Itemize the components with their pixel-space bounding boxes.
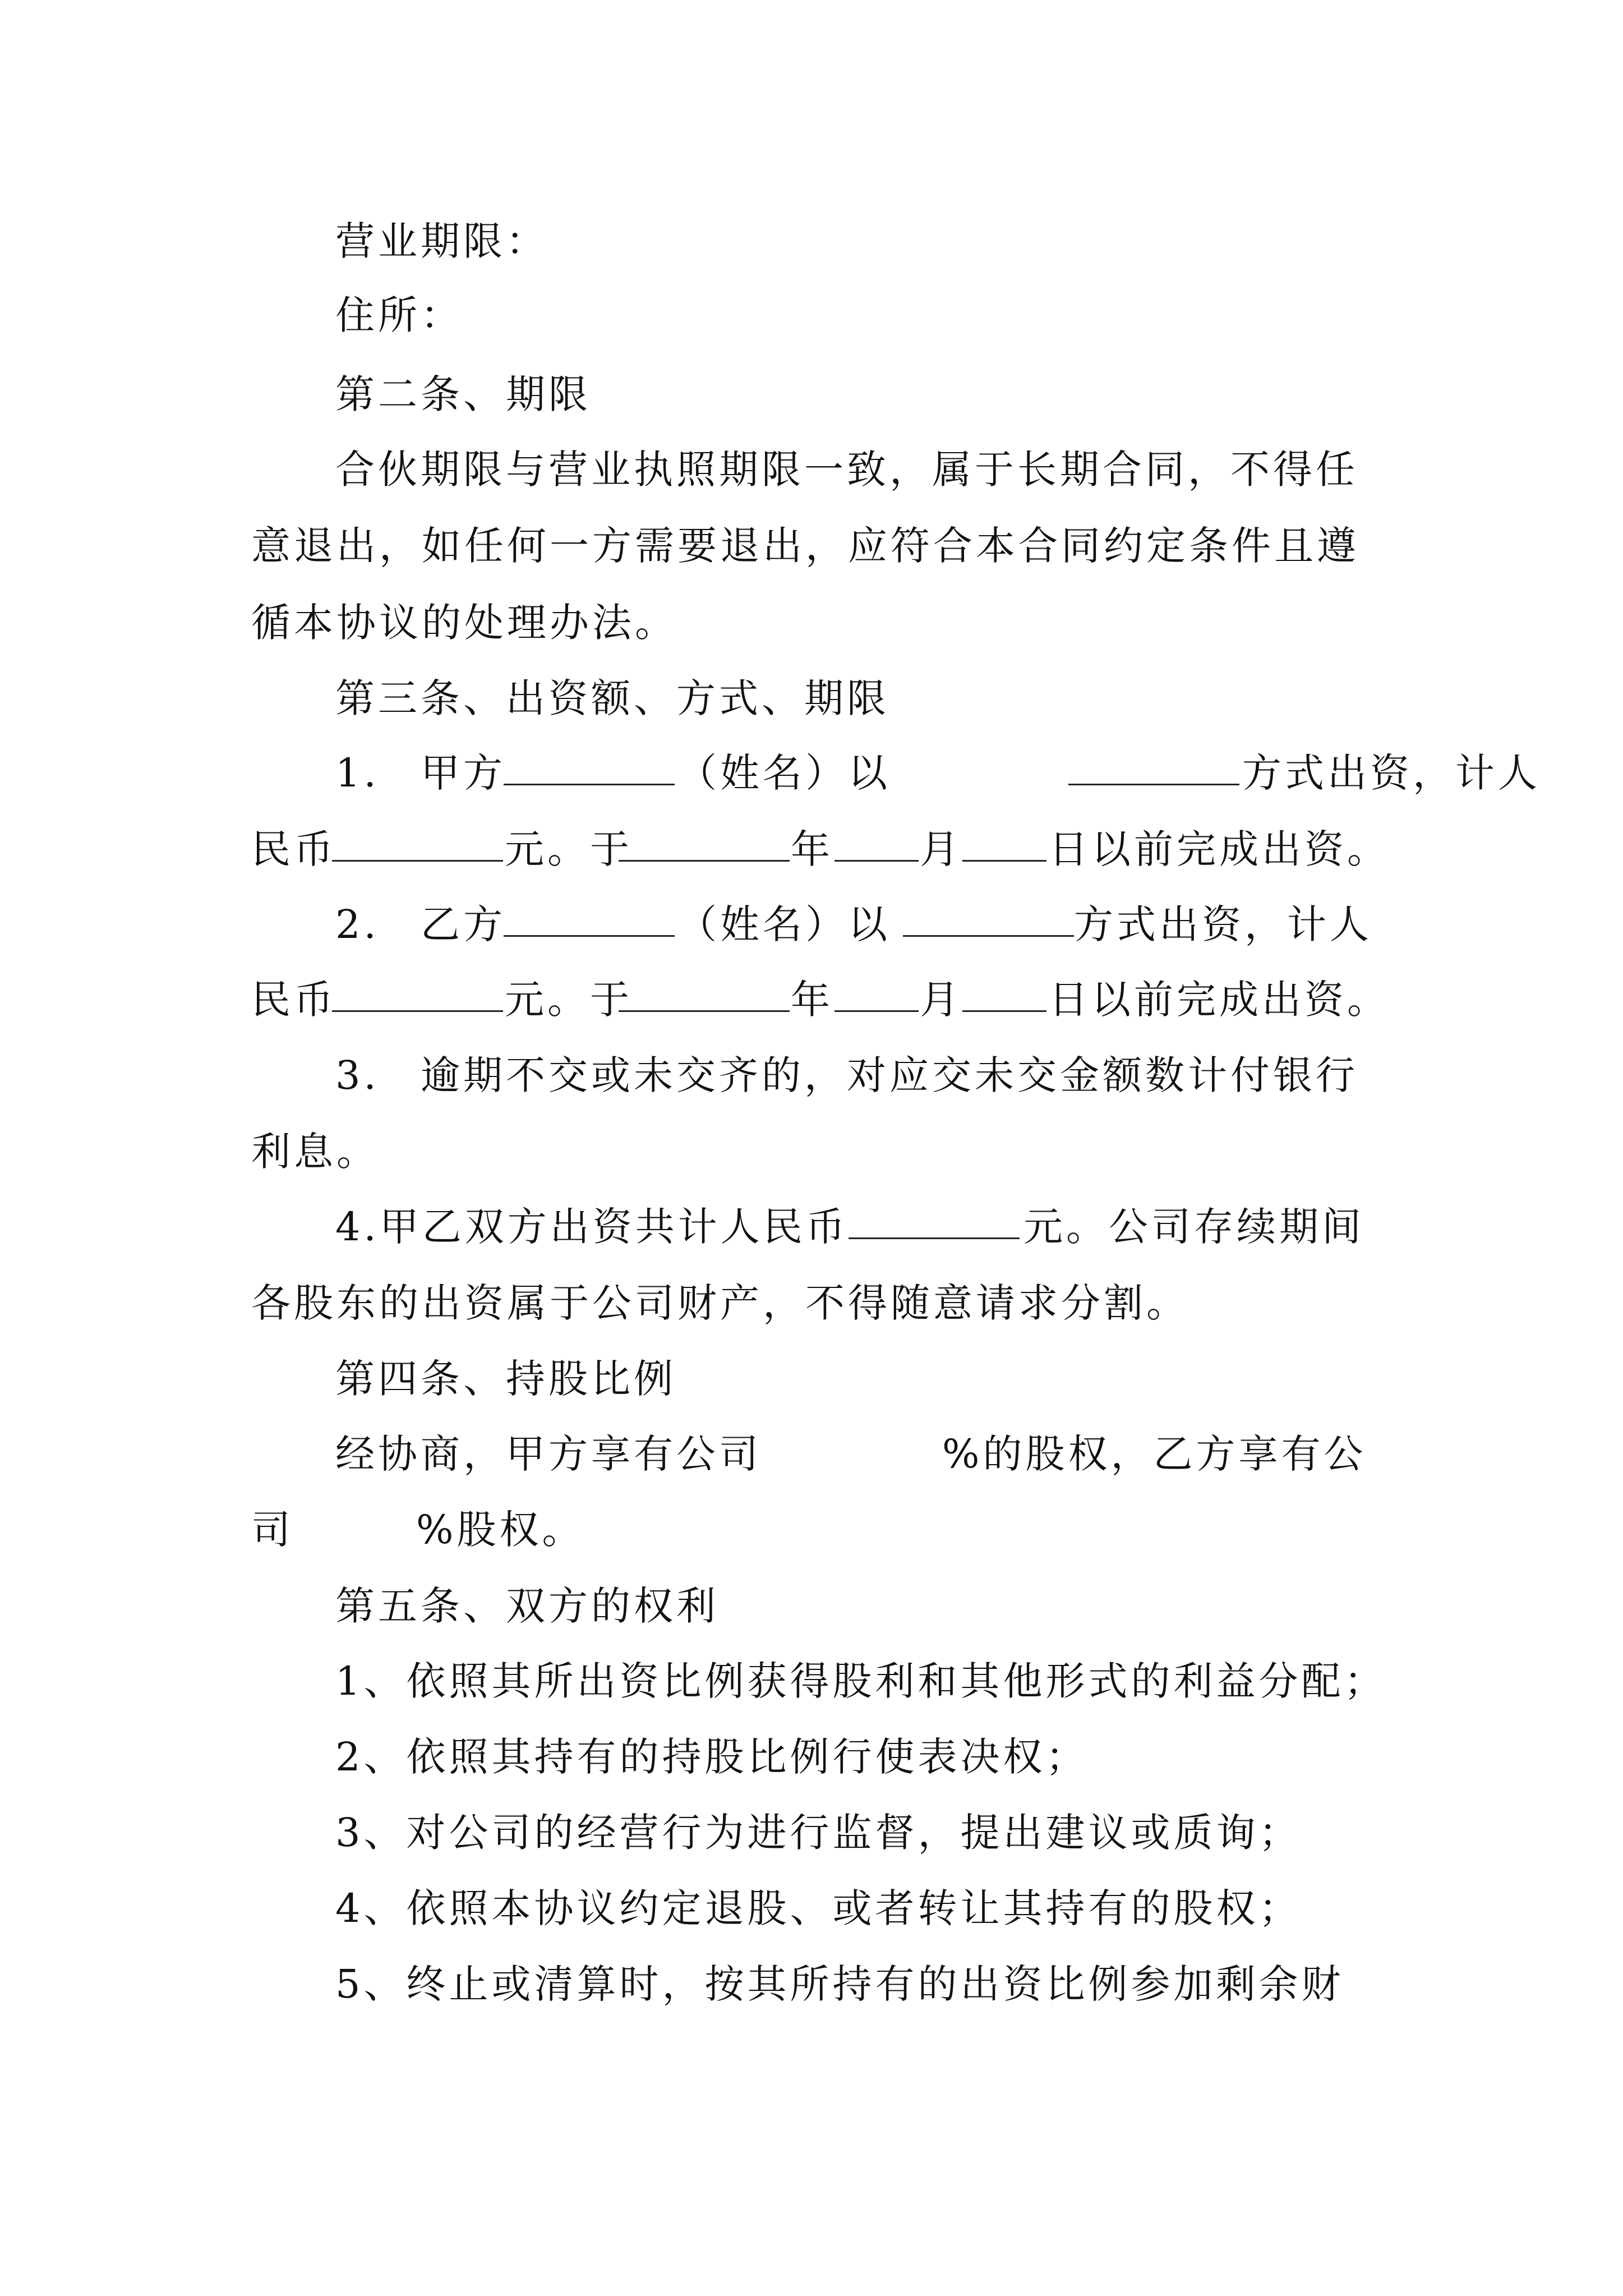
line-text: （姓名）以 (677, 901, 891, 947)
party-label: 乙方 (421, 901, 506, 947)
section-heading (0, 1348, 1623, 1410)
blank-line (834, 818, 919, 862)
line-text: 月 (920, 826, 962, 872)
party-label: 甲方 (421, 750, 506, 796)
blank-line (962, 969, 1046, 1012)
list-item (0, 1953, 1623, 2015)
blank-line (332, 818, 503, 862)
line-text: 合伙期限与营业执照期限一致，属于长期合同，不得任 (335, 447, 1358, 493)
text-line (0, 439, 1623, 500)
section-heading (0, 1575, 1623, 1637)
line-text: 逾期不交或未交齐的，对应交未交金额数计付银行 (421, 1052, 1358, 1098)
line-text: 元。于 (505, 977, 633, 1023)
blank-line (1068, 742, 1239, 785)
line-text: 3、对公司的经营行为进行监督，提出建议或质询； (335, 1810, 1302, 1856)
line-text: 月 (920, 977, 962, 1023)
item-number: 1. (335, 750, 380, 796)
text-line (0, 1499, 1623, 1561)
line-text: 住所： (335, 292, 463, 338)
blank-line (834, 969, 919, 1012)
text-line (0, 1045, 1623, 1106)
line-text: 5、终止或清算时，按其所持有的出资比例参加剩余财 (335, 1961, 1344, 2007)
text-line (0, 592, 1623, 654)
blank-line (962, 818, 1046, 862)
blank-line (332, 969, 503, 1012)
line-text: （姓名）以 (677, 750, 891, 796)
line-text: 民币 (251, 826, 336, 872)
blank-line (849, 1196, 1020, 1239)
blank-line (504, 742, 675, 785)
text-line (0, 210, 1623, 272)
heading-text: 第五条、双方的权利 (335, 1583, 719, 1629)
blank-line (619, 818, 790, 862)
list-item (0, 1802, 1623, 1864)
text-line (0, 515, 1623, 577)
text-line (0, 1423, 1623, 1485)
line-text: 1、依照其所出资比例获得股利和其他形式的利益分配； (335, 1658, 1387, 1704)
blank-line (619, 969, 790, 1012)
item-number: 3. (335, 1052, 380, 1098)
line-text: %的股权，乙方享有公 (942, 1431, 1367, 1477)
section-heading (0, 364, 1623, 425)
heading-text: 第二条、期限 (335, 371, 591, 417)
blank-line (903, 894, 1074, 937)
line-text: 各股东的出资属于公司财产，不得随意请求分割。 (251, 1280, 1189, 1326)
line-text: 意退出，如任何一方需要退出，应符合本合同约定条件且遵 (251, 523, 1359, 569)
blank-line (504, 894, 675, 937)
text-line (0, 742, 1623, 804)
text-line (0, 818, 1623, 880)
list-item (0, 1650, 1623, 1712)
section-heading (0, 668, 1623, 729)
text-line (0, 1196, 1623, 1258)
line-text: 日以前完成出资。 (1049, 977, 1390, 1023)
line-text: 年 (791, 826, 833, 872)
text-line (0, 284, 1623, 346)
list-item (0, 1878, 1623, 1939)
line-text: 年 (791, 977, 833, 1023)
line-text: 经协商，甲方享有公司 (335, 1431, 762, 1477)
text-line (0, 1272, 1623, 1334)
item-number: 2. (335, 901, 380, 947)
text-line (0, 1121, 1623, 1182)
list-item (0, 1726, 1623, 1788)
line-text: 司 (251, 1507, 294, 1553)
line-text: 方式出资，计人 (1242, 750, 1541, 796)
heading-text: 第三条、出资额、方式、期限 (335, 675, 889, 721)
line-text: 方式出资，计人 (1074, 901, 1372, 947)
line-text: 循本协议的处理办法。 (251, 600, 677, 646)
line-text: 利息。 (251, 1129, 379, 1175)
line-text: 民币 (251, 977, 336, 1023)
line-text: 日以前完成出资。 (1049, 826, 1390, 872)
line-text: 元。于 (505, 826, 633, 872)
line-text: 2、依照其持有的持股比例行使表决权； (335, 1734, 1089, 1780)
line-text: 营业期限： (335, 218, 548, 264)
line-text: 元。公司存续期间 (1023, 1204, 1364, 1250)
heading-text: 第四条、持股比例 (335, 1356, 676, 1402)
text-line (0, 969, 1623, 1030)
line-text: %股权。 (416, 1507, 585, 1553)
line-text: 4、依照本协议约定退股、或者转让其持有的股权； (335, 1885, 1302, 1931)
text-line (0, 894, 1623, 955)
line-text: 4.甲乙双方出资共计人民币 (335, 1204, 849, 1250)
